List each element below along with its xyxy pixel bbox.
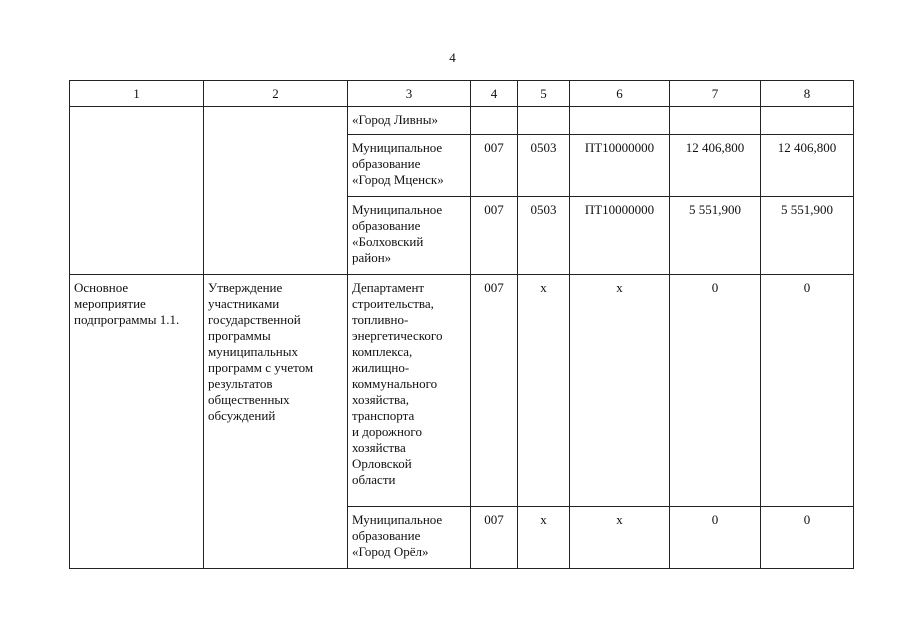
table-row [70, 275, 854, 507]
table-cell-code: 007 [471, 275, 518, 507]
table-cell-description: Утверждение участниками государственной программы муниципальных программ с учетом результатов общественных обсуждений [204, 275, 348, 569]
table-cell [471, 107, 518, 135]
table-cell [670, 107, 761, 135]
table-cell-amount: 0 [670, 507, 761, 569]
column-header: 2 [204, 81, 348, 107]
page-number: 4 [449, 50, 456, 65]
column-header: 6 [570, 81, 670, 107]
table-cell-target: х [570, 507, 670, 569]
table-cell-recipient: Департамент строительства, топливно- энергетического комплекса, жилищно- коммунального хозяйства, транспорта и дорожного хозяйства Орловской области [348, 275, 471, 507]
table-cell-amount: 0 [761, 275, 854, 507]
table-cell-empty [70, 107, 204, 275]
table-row [70, 107, 854, 135]
table-cell-amount: 0 [670, 275, 761, 507]
budget-table [69, 80, 854, 569]
table-cell [570, 107, 670, 135]
table-cell-amount: 5 551,900 [761, 197, 854, 275]
table-cell-amount: 5 551,900 [670, 197, 761, 275]
column-header: 8 [761, 81, 854, 107]
table-cell-section: 0503 [518, 135, 570, 197]
table-cell-amount: 12 406,800 [761, 135, 854, 197]
table-cell [518, 107, 570, 135]
table-cell-amount: 12 406,800 [670, 135, 761, 197]
table-cell-activity: Основное мероприятие подпрограммы 1.1. [70, 275, 204, 569]
table-cell-section: 0503 [518, 197, 570, 275]
table-cell-recipient: «Город Ливны» [348, 107, 471, 135]
column-header: 7 [670, 81, 761, 107]
table-cell-recipient: Муниципальное образование «Город Мценск» [348, 135, 471, 197]
table-cell [761, 107, 854, 135]
table-cell-empty [204, 107, 348, 275]
table-cell-code: 007 [471, 507, 518, 569]
table-cell-code: 007 [471, 197, 518, 275]
column-header: 3 [348, 81, 471, 107]
column-header: 1 [70, 81, 204, 107]
table-cell-target: ПТ10000000 [570, 197, 670, 275]
table-cell-target: ПТ10000000 [570, 135, 670, 197]
table-cell-recipient: Муниципальное образование «Болховский район» [348, 197, 471, 275]
column-header: 4 [471, 81, 518, 107]
table-cell-target: х [570, 275, 670, 507]
table-cell-recipient: Муниципальное образование «Город Орёл» [348, 507, 471, 569]
table-header-row [70, 81, 854, 107]
table-cell-amount: 0 [761, 507, 854, 569]
table-cell-section: х [518, 507, 570, 569]
table-cell-code: 007 [471, 135, 518, 197]
column-header: 5 [518, 81, 570, 107]
table-cell-section: х [518, 275, 570, 507]
